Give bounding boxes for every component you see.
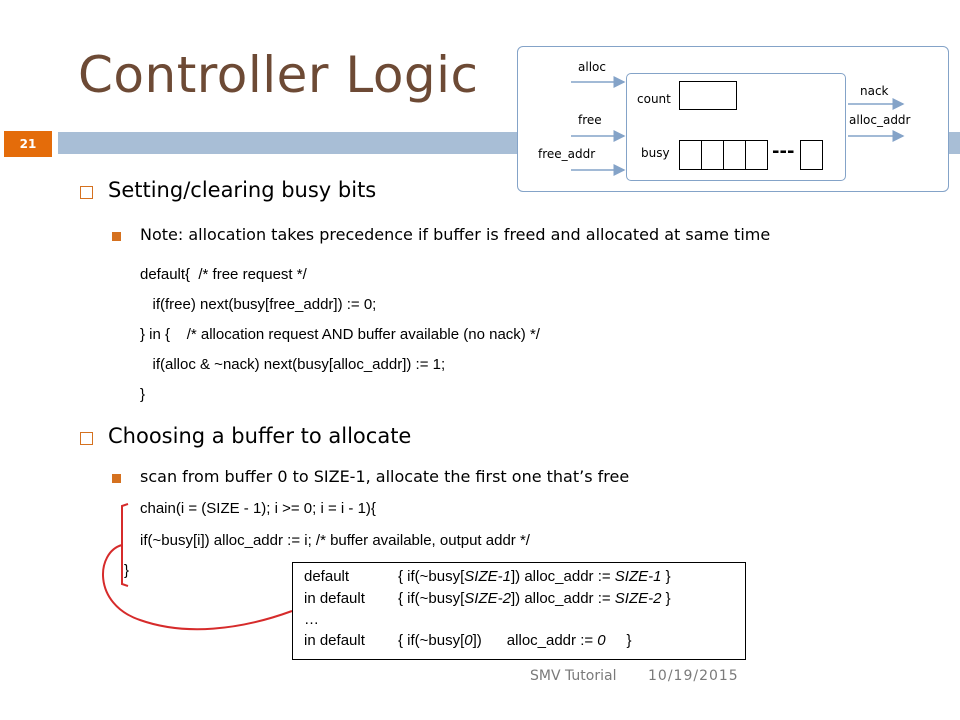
output-label-nack: nack [860,84,889,98]
footer-title: SMV Tutorial [530,668,617,684]
bullet-choosing-buffer: Choosing a buffer to allocate [108,424,412,448]
sub-bullet-scan: scan from buffer 0 to SIZE-1, allocate the first one that’s free [140,467,630,486]
footer-date: 10/19/2015 [648,668,739,684]
callout-line: { if(~busy[0]) alloc_addr := 0 } [398,632,632,649]
sub-bullet-square [112,474,121,483]
code-line: default{ /* free request */ [140,266,307,283]
red-connector [103,545,292,629]
callout-line: default [304,568,350,585]
output-label-alloc-addr: alloc_addr [849,113,911,127]
sub-bullet-note: Note: allocation takes precedence if buffer is freed and allocated at same time [140,225,771,244]
callout-ellipsis: … [304,611,319,628]
code-line: chain(i = (SIZE - 1); i >= 0; i = i - 1){ [140,500,376,517]
bullet-square [80,186,93,199]
code-line: } [124,562,130,579]
callout-line: { if(~busy[SIZE-1]) alloc_addr := SIZE-1 } [398,568,671,585]
sub-bullet-square [112,232,121,241]
callout-line: { if(~busy[SIZE-2]) alloc_addr := SIZE-2 } [398,590,671,607]
bullet-square [80,432,93,445]
input-label-alloc: alloc [578,60,606,74]
callout-line: in default [304,632,365,649]
bullet-setting-clearing: Setting/clearing busy bits [108,178,377,202]
code-line: if(alloc & ~nack) next(busy[alloc_addr]) := 1; [140,356,446,373]
code-line: if(free) next(busy[free_addr]) := 0; [140,296,377,313]
busy-ellipsis: --- [772,141,795,162]
input-label-free: free [578,113,602,127]
code-line: } [140,386,146,403]
count-label: count [637,92,671,106]
slide-number: 21 [4,131,52,157]
code-line: if(~busy[i]) alloc_addr := i; /* buffer available, output addr */ [140,532,530,549]
callout-line: in default [304,590,365,607]
input-label-free-addr: free_addr [538,147,596,161]
code-line: } in { /* allocation request AND buffer available (no nack) */ [140,326,540,343]
busy-label: busy [641,146,670,160]
slide-title: Controller Logic [78,46,479,104]
